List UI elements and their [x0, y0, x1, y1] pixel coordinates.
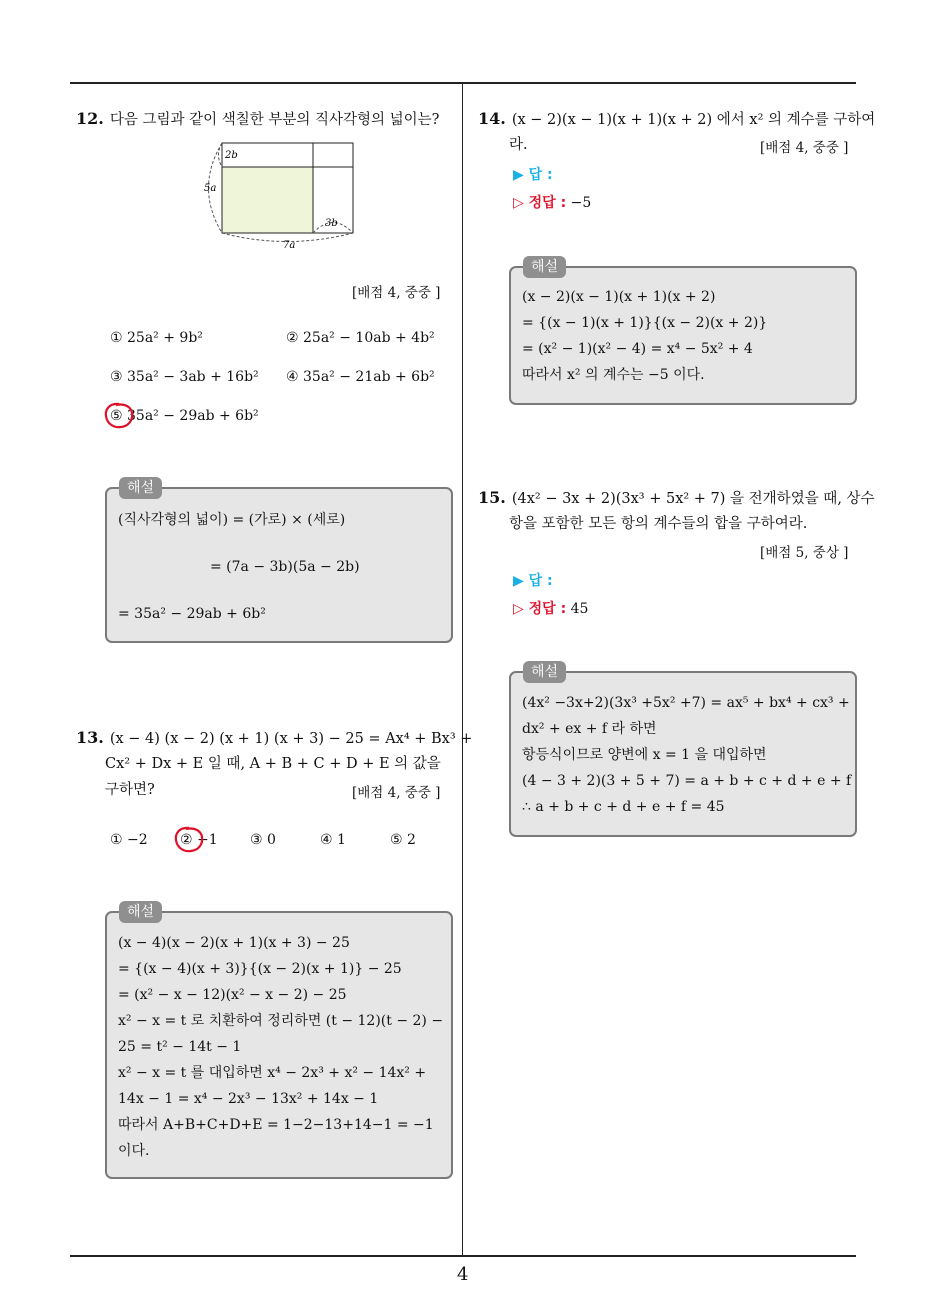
q15-solution-line-1: (4x² −3x+2)(3x³ +5x² +7) = ax⁵ + bx⁴ + cx³ + — [522, 695, 850, 711]
q14-solution-line-1: (x − 2)(x − 1)(x + 1)(x + 2) — [522, 289, 716, 305]
top-rule — [70, 82, 856, 84]
q13-text-1: (x − 4) (x − 2) (x + 1) (x + 3) − 25 = Ax⁴ + Bx³ + — [109, 731, 473, 747]
q13-solution-line-6: x² − x = t 를 대입하면 x⁴ − 2x³ + x² − 14x² + — [118, 1065, 427, 1081]
q15-solution-tag: 해설 — [523, 661, 566, 683]
q13-choice-5[interactable]: ⑤ 2 — [390, 832, 416, 848]
q14-correct-label: ▷ 정답 : — [513, 195, 567, 211]
q12-choice-3[interactable]: ③ 35a² − 3ab + 16b² — [110, 369, 259, 385]
q15-solution-line-5: ∴ a + b + c + d + e + f = 45 — [522, 799, 725, 815]
q14-solution-line-4: 따라서 x² 의 계수는 −5 이다. — [522, 367, 705, 383]
q12-text: 다음 그림과 같이 색칠한 부분의 직사각형의 넓이는? — [109, 112, 440, 128]
q15-meta: [배점 5, 중상 ] — [760, 545, 849, 561]
q12-figure — [195, 138, 365, 253]
q15-answer-label: ▶ 답 : — [513, 573, 553, 589]
q14-correct-value: −5 — [570, 195, 592, 211]
q15-solution-line-2: dx² + ex + f 라 하면 — [522, 721, 657, 737]
q15-line-1 — [478, 485, 875, 512]
q14-solution-line-3: = (x² − 1)(x² − 4) = x⁴ − 5x² + 4 — [522, 341, 753, 357]
label-2b: 2b — [225, 150, 238, 161]
bottom-rule — [70, 1255, 856, 1257]
label-3b: 3b — [325, 218, 338, 229]
q14-solution-tag: 해설 — [523, 256, 566, 278]
q13-choice-4[interactable]: ④ 1 — [320, 832, 346, 848]
q15-solution-line-4: (4 − 3 + 2)(3 + 5 + 7) = a + b + c + d + e + f — [522, 773, 852, 789]
q12-question — [76, 106, 439, 133]
q12-answer-circle-mark — [102, 400, 136, 432]
q12-choice-5[interactable]: ⑤ 35a² − 29ab + 6b² — [110, 408, 259, 424]
label-5a: 5a — [204, 183, 217, 194]
q14-answer-label: ▶ 답 : — [513, 167, 553, 183]
q13-meta: [배점 4, 중중 ] — [352, 785, 441, 801]
dim-2b-arc — [219, 143, 223, 167]
q13-solution-tag: 해설 — [119, 901, 162, 923]
q13-number: 13. — [76, 728, 104, 747]
q15-correct-value: 45 — [570, 601, 589, 617]
q12-solution-line-1: (직사각형의 넓이) = (가로) × (세로) — [118, 512, 346, 528]
q13-choice-3[interactable]: ③ 0 — [250, 832, 276, 848]
q14-line-1 — [478, 106, 875, 133]
q13-choice-1[interactable]: ① −2 — [110, 832, 148, 848]
q12-choice-2[interactable]: ② 25a² − 10ab + 4b² — [286, 330, 435, 346]
q13-line-2: Cx² + Dx + E 일 때, A + B + C + D + E 의 값을 — [105, 756, 441, 772]
shaded-rectangle — [222, 167, 313, 233]
q15-correct-row — [513, 598, 588, 618]
q15-solution-line-3: 항등식이므로 양변에 x = 1 을 대입하면 — [522, 747, 767, 763]
q13-solution-line-4: x² − x = t 로 치환하여 정리하면 (t − 12)(t − 2) − — [118, 1013, 444, 1029]
q13-solution-line-5: 25 = t² − 14t − 1 — [118, 1039, 242, 1055]
q15-answer-row[interactable] — [513, 570, 553, 590]
q13-line-1 — [76, 725, 472, 752]
q13-solution-line-1: (x − 4)(x − 2)(x + 1)(x + 3) − 25 — [118, 935, 350, 951]
q15-correct-label: ▷ 정답 : — [513, 601, 567, 617]
q14-line-2: 라. — [509, 137, 528, 153]
page-number: 4 — [457, 1264, 469, 1285]
q13-solution-line-3: = (x² − x − 12)(x² − x − 2) − 25 — [118, 987, 347, 1003]
q12-solution-line-3: = 35a² − 29ab + 6b² — [118, 606, 266, 622]
q15-text-1: (4x² − 3x + 2)(3x³ + 5x² + 7) 을 전개하였을 때, 상수 — [511, 491, 875, 507]
q13-line-3: 구하면? — [105, 782, 155, 798]
q12-solution-tag: 해설 — [119, 477, 162, 499]
q12-choice-1[interactable]: ① 25a² + 9b² — [110, 330, 203, 346]
q13-answer-circle-mark — [172, 824, 206, 856]
q13-solution-line-8: 따라서 A+B+C+D+E = 1−2−13+14−1 = −1 — [118, 1117, 434, 1133]
q12-choice-4[interactable]: ④ 35a² − 21ab + 6b² — [286, 369, 435, 385]
q15-line-2: 항을 포함한 모든 항의 계수들의 합을 구하여라. — [509, 516, 808, 532]
q12-solution-line-2: = (7a − 3b)(5a − 2b) — [210, 559, 360, 575]
q14-answer-row[interactable] — [513, 164, 553, 184]
column-divider — [462, 84, 463, 1256]
q13-solution-line-9: 이다. — [118, 1143, 150, 1159]
q13-solution-line-2: = {(x − 4)(x + 3)}{(x − 2)(x + 1)} − 25 — [118, 961, 402, 977]
q13-choice-2[interactable]: ② −1 — [180, 832, 218, 848]
q12-meta: [배점 4, 중중 ] — [352, 285, 441, 301]
q14-text-1: (x − 2)(x − 1)(x + 1)(x + 2) 에서 x² 의 계수를 구하여 — [511, 112, 876, 128]
q14-solution-line-2: = {(x − 1)(x + 1)}{(x − 2)(x + 2)} — [522, 315, 768, 331]
q15-number: 15. — [478, 488, 506, 507]
q14-meta: [배점 4, 중중 ] — [760, 140, 849, 156]
q14-correct-row — [513, 192, 591, 212]
q12-number: 12. — [76, 109, 104, 128]
label-7a: 7a — [283, 240, 296, 251]
q13-solution-line-7: 14x − 1 = x⁴ − 2x³ − 13x² + 14x − 1 — [118, 1091, 379, 1107]
q14-number: 14. — [478, 109, 506, 128]
